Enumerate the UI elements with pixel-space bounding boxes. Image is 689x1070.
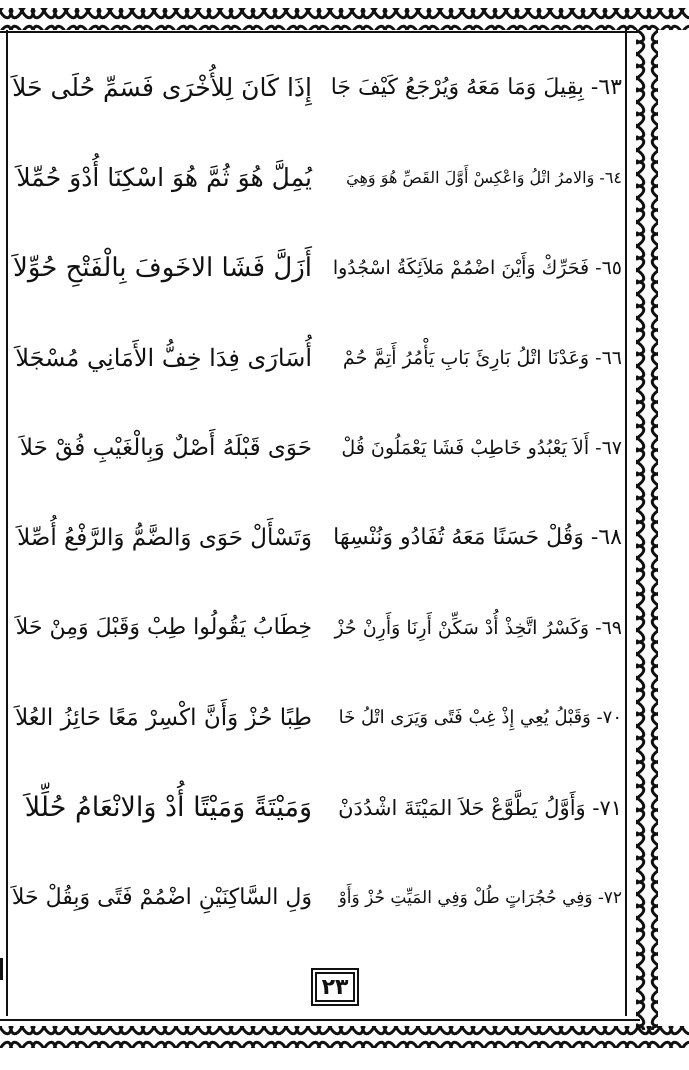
- verse-second-hemistich: وَتَسْأَلْ حَوَى وَالضَّمُّ وَالرَّفْعُ أُصِّلاَ: [17, 525, 312, 551]
- verse-second-hemistich: وَلِ السَّاكِنَيْنِ اضْمُمْ فَتًى وَبِقُلْ حَلاَ: [11, 885, 312, 910]
- ornament-border-bottom: [0, 1016, 689, 1060]
- verse-first-hemistich: ٦٦- وَعَدْنَا اتْلُ بَارِئَ بَابِ يَأْمُرُ أَتِمَّ حُمْ: [342, 347, 622, 369]
- verse-line: [12, 768, 622, 848]
- verse-line: [12, 318, 622, 398]
- page-number: ٢٣: [311, 968, 359, 1006]
- verse-second-hemistich: أُسَارَى فِدَا خِفُّ الأَمَانِي مُسْجَلاَ: [15, 344, 312, 372]
- verse-line: [12, 408, 622, 488]
- verse-line: [12, 858, 622, 938]
- verse-second-hemistich: إِذَا كَانَ لِلأُخْرَى فَسَمِّ حُلَى حَلاَ: [12, 73, 312, 102]
- verse-first-hemistich: ٦٤- وَالامرُ اتْلُ وَاعْكِسْ أَوَّلَ القَصِّ هُوَ وَهِيَ: [346, 168, 622, 187]
- verse-second-hemistich: خِطَابُ يَقُولُوا طِبْ وَقَبْلَ وَمِنْ حَلاَ: [15, 615, 312, 640]
- verse-second-hemistich: أَزَلَّ فَشَا الاخَوفَ بِالْفَتْحِ حُوِّلاَ: [13, 253, 312, 283]
- verse-first-hemistich: ٦٨- وَقُلْ حَسَنًا مَعَهُ تُفَادُو وَنُنْسِهَا: [333, 525, 622, 550]
- verse-first-hemistich: ٦٩- وَكَسْرُ اتَّخِذْ أُدْ سَكِّنْ أَرِنَا وَأَرِنْ حُزْ: [334, 617, 622, 639]
- verse-first-hemistich: ٧١- وَأَوَّلُ يَطَّوَّعْ حَلاَ المَيْتَةَ اشْدُدَنْ: [338, 796, 622, 820]
- verse-second-hemistich: طِبًا حُزْ وَأَنَّ اكْسِرْ مَعًا حَائِزُ العُلاَ: [15, 705, 312, 731]
- verse-line: [12, 228, 622, 308]
- verse-first-hemistich: ٧٢- وَفِي حُجُرَاتٍ طُلْ وَفِي المَيِّتِ حُزْ وَأَوْ: [338, 888, 622, 908]
- margin-mark: [0, 958, 3, 980]
- verse-line: [12, 678, 622, 758]
- verse-second-hemistich: حَوَى قَبْلَهُ أَصْلٌ وَبِالْغَيْبِ فُقْ حَلاَ: [19, 435, 312, 461]
- verse-second-hemistich: يُمِلَّ هُوَ ثُمَّ هُوَ اسْكِنَا أُدْوَ حُمِّلاَ: [16, 163, 312, 192]
- verse-line: [12, 138, 622, 218]
- verse-first-hemistich: ٦٣- بِقِيلَ وَمَا مَعَهُ وَيُرْجَعُ كَيْفَ جَا: [330, 75, 622, 100]
- verse-line: [12, 588, 622, 668]
- verse-first-hemistich: ٦٧- أَلاَ يَعْبُدُو خَاطِبْ فَشَا يَعْمَلُونَ قُلْ: [341, 437, 622, 459]
- verse-first-hemistich: ٧٠- وَقَبْلُ يُعِي إِذْ غِبْ فَتًى وَيَرَى اتْلُ خَا: [338, 707, 622, 728]
- verse-list: [12, 48, 622, 948]
- verse-second-hemistich: وَمَيْتَةً وَمَيْتًا أُدْ وَالانْعَامُ حُلِّلاَ: [24, 792, 312, 823]
- verse-line: [12, 48, 622, 128]
- ornament-border-right: [626, 30, 676, 1030]
- verse-first-hemistich: ٦٥- فَحَرِّكْ وَأَيْنَ اضْمُمْ مَلاَئِكَةُ اسْجُدُوا: [332, 257, 622, 279]
- verse-line: [12, 498, 622, 578]
